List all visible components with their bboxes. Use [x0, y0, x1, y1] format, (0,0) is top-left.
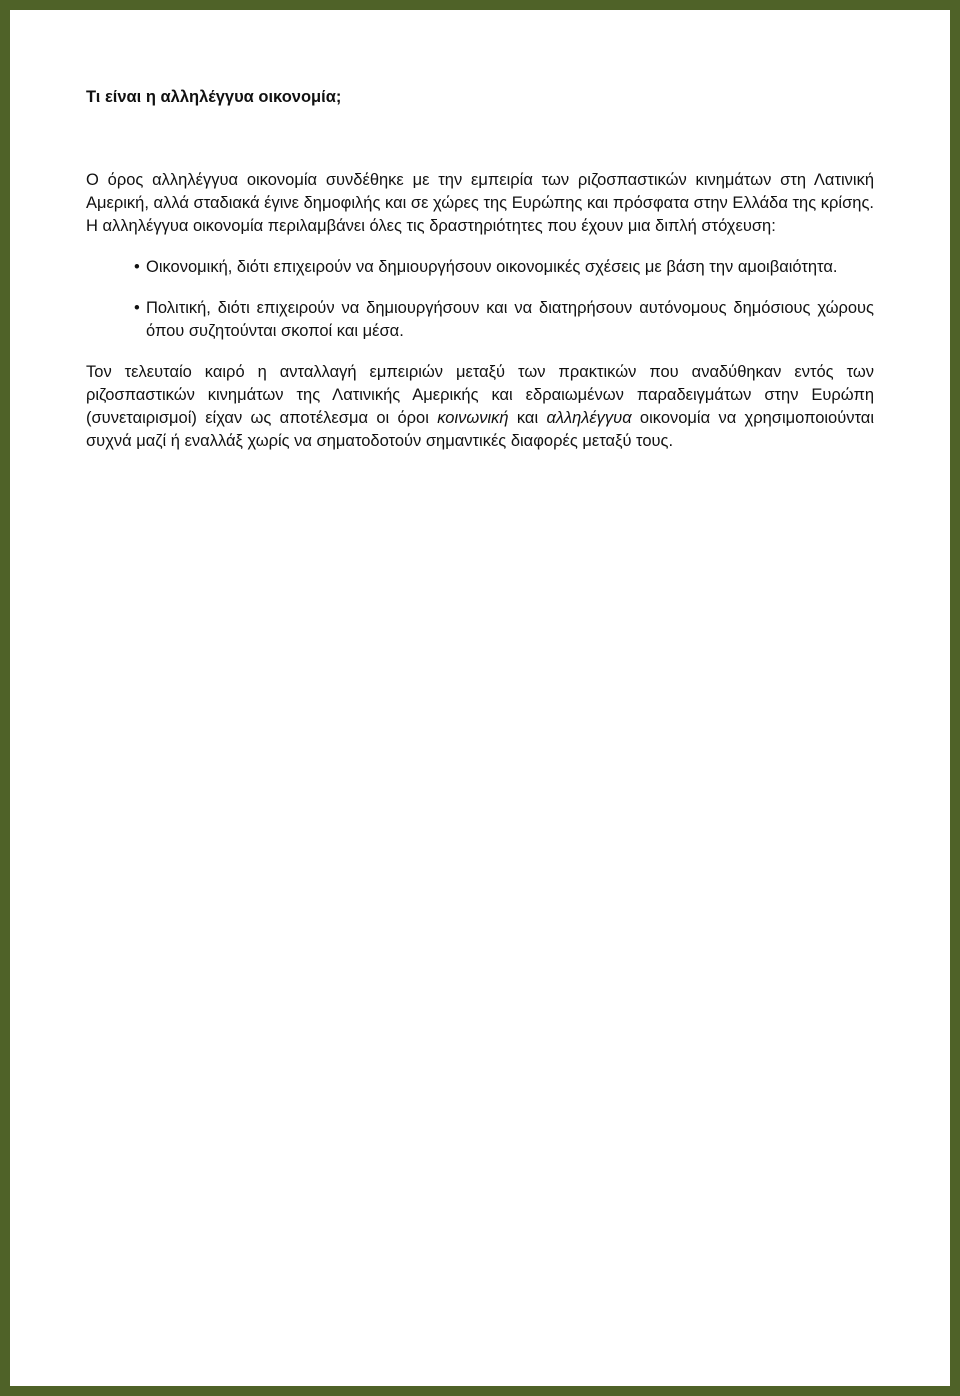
list-item-text: Οικονομική, διότι επιχειρούν να δημιουργήσουν οικονομικές σχέσεις με βάση την αμοιβαιότητα.: [146, 258, 838, 276]
list-item: [86, 256, 874, 279]
bullet-icon: •: [134, 258, 140, 276]
list-item-text: Πολιτική, διότι επιχειρούν να δημιουργήσουν και να διατηρήσουν αυτόνομους δημόσιους χώρους όπου συζητούνται σκοποί και μέσα.: [146, 299, 874, 340]
closing-paragraph: [86, 361, 874, 453]
emphasis-term: αλληλέγγυα: [546, 409, 632, 427]
bullet-icon: •: [134, 299, 140, 317]
document-content: [86, 86, 874, 453]
list-item: [86, 297, 874, 343]
objectives-list: [86, 256, 874, 343]
intro-paragraph: Ο όρος αλληλέγγυα οικονομία συνδέθηκε με την εμπειρία των ριζοσπαστικών κινημάτων στη Λατινική Αμερική, αλλά σταδιακά έγινε δημοφιλής και σε χώρες της Ευρώπης και πρόσφατα στην Ελλάδα της κρίσης. Η αλληλέγγυα οικονομία περιλαμβάνει όλες τις δραστηριότητες που έχουν μια διπλή στόχευση:: [86, 171, 874, 235]
closing-text: Τον τελευταίο καιρό η ανταλλαγή εμπειριών μεταξύ των πρακτικών που αναδύθηκαν εντός των ριζοσπαστικών κινημάτων της Λατινικής Αμερικής και εδραιωμένων παραδειγμάτων στην Ευρώπη (συνεταιρισμοί) είχαν ως αποτέλεσμα οι όροι: [86, 363, 874, 427]
closing-text: οικονομία να χρησιμοποιούνται συχνά μαζί ή εναλλάξ χωρίς να σηματοδοτούν σημαντικές διαφορές μεταξύ τους.: [86, 409, 875, 450]
closing-text: και: [508, 409, 547, 427]
emphasis-term: κοινωνική: [437, 409, 509, 427]
page-title: Τι είναι η αλληλέγγυα οικονομία;: [86, 88, 342, 106]
